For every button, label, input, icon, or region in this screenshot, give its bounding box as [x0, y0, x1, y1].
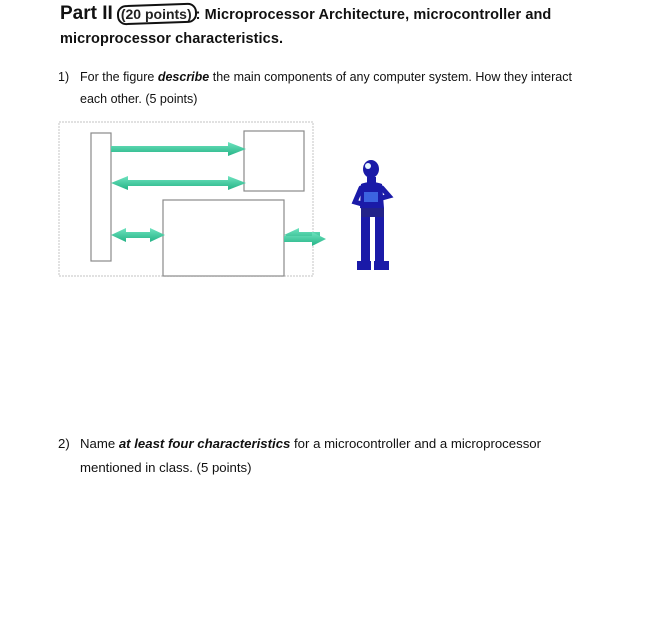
question-2-number: 2) — [58, 436, 70, 451]
crossed-out-points: (20 points) — [119, 2, 194, 26]
part-heading — [60, 2, 620, 51]
question-1-continuation: each other. (5 points) — [80, 92, 198, 106]
arrow-bus-memory-bidirectional — [111, 228, 165, 242]
question-1 — [58, 66, 618, 110]
arrow-bus-to-processor — [111, 142, 246, 156]
part-label: Part II — [60, 3, 113, 24]
question-1-number: 1) — [58, 70, 70, 84]
question-2-continuation: mentioned in class. (5 points) — [80, 460, 252, 475]
question-2-text-after: for a microcontroller and a microprocessor — [290, 436, 542, 451]
user-figure — [344, 156, 400, 274]
bus-box — [91, 133, 111, 261]
processor-box — [244, 131, 304, 191]
question-1-text-after: the main components of any computer system. How they interact — [209, 70, 572, 84]
heading-title: : Microprocessor Architecture, microcontroller and microprocessor characteristics. — [60, 7, 552, 47]
person-icon — [284, 229, 328, 249]
question-2 — [58, 432, 618, 480]
arrow-bus-processor-bidirectional — [111, 176, 246, 190]
memory-box — [163, 200, 284, 276]
question-1-emphasis: describe — [157, 70, 210, 84]
question-1-text-before: For the figure — [80, 70, 158, 84]
question-2-emphasis: at least four characteristics — [118, 436, 291, 451]
computer-system-figure — [58, 121, 320, 281]
question-2-text-before: Name — [80, 436, 119, 451]
